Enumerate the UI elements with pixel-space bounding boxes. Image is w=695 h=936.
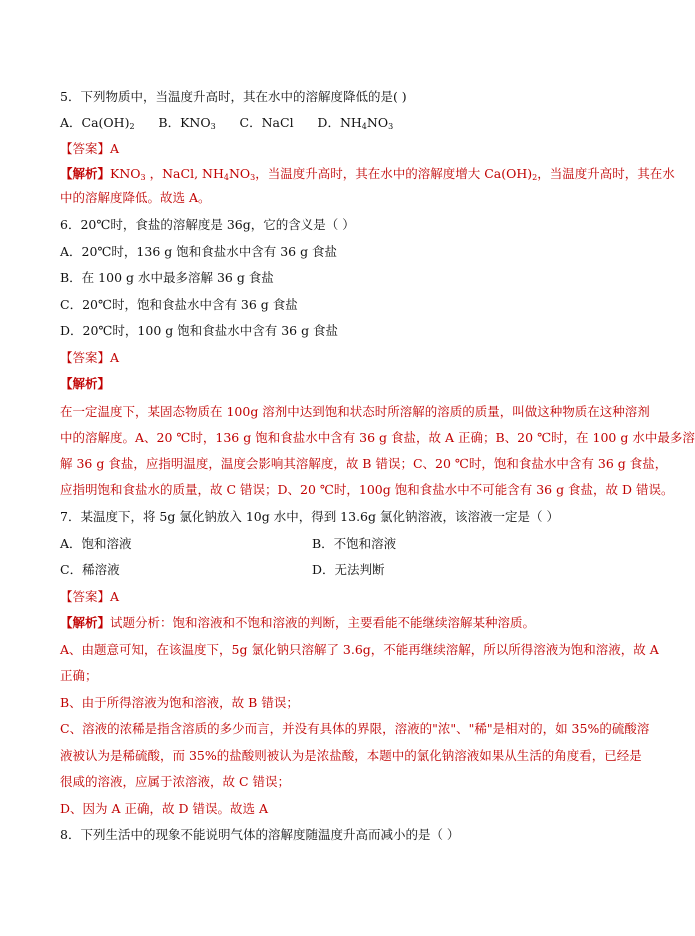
q8-stem: 8．下列生活中的现象不能说明气体的溶解度随温度升高而减小的是（ ）	[60, 827, 460, 842]
q5-analysis-line: 【解析】$KNO_3$ ，NaCl, $NH_4NO_3$，当温度升高时，其在水中的溶解度增大 $Ca(OH)_2$，当温度升高时，其在水	[60, 166, 675, 182]
q7-analysis-line: 很咸的溶液，应属于浓溶液，故 C 错误；	[60, 774, 291, 789]
q7-option-a: A．饱和溶液	[60, 536, 132, 551]
q7-analysis-line: 液被认为是稀硫酸，而 35%的盐酸则被认为是浓盐酸，本题中的氯化钠溶液如果从生活的角度看，已经是	[60, 748, 642, 763]
q5-option-b: B．$KNO_3$	[158, 115, 216, 131]
q5-answer: 【答案】A	[60, 141, 120, 156]
q7-option-c: C．稀溶液	[60, 562, 120, 577]
q7-stem: 7．某温度下，将 5g 氯化钠放入 10g 水中，得到 13.6g 氯化钠溶液，该溶液一定是（ ）	[60, 509, 559, 524]
q6-option-a: A．20℃时，136 g 饱和食盐水中含有 36 g 食盐	[60, 244, 338, 259]
q7-option-b: B．不饱和溶液	[312, 536, 397, 551]
q5-options	[60, 115, 606, 131]
q7-option-d: D．无法判断	[312, 562, 385, 577]
q5-option-a: A．$Ca(OH)_2$	[60, 115, 135, 131]
q7-analysis-line: B、由于所得溶液为饱和溶液，故 B 错误；	[60, 695, 299, 710]
q6-analysis-head: 【解析】	[60, 376, 111, 391]
q6-answer: 【答案】A	[60, 350, 120, 365]
q6-stem: 6．20℃时，食盐的溶解度是 36g，它的含义是（ ）	[60, 217, 355, 232]
q7-analysis-line: C、溶液的浓稀是指含溶质的多少而言，并没有具体的界限，溶液的"浓"、"稀"是相对的，如 35%的硫酸溶	[60, 721, 650, 736]
q6-option-b: B．在 100 g 水中最多溶解 36 g 食盐	[60, 270, 274, 285]
q5-analysis-line: 中的溶解度降低。故选 A。	[60, 190, 211, 205]
q6-analysis-line: 应指明饱和食盐水的质量，故 C 错误；D、20 ℃时，100g 饱和食盐水中不可能含有 36 g 食盐，故 D 错误。	[60, 482, 674, 497]
q6-option-c: C．20℃时，饱和食盐水中含有 36 g 食盐	[60, 297, 298, 312]
q5-option-d: D．$NH_4NO_3$	[317, 115, 394, 131]
q7-analysis-line: 正确；	[60, 668, 98, 683]
q5-option-c: C．NaCl	[239, 115, 294, 130]
q7-analysis-line: A、由题意可知，在该温度下，5g 氯化钠只溶解了 3.6g，不能再继续溶解，所以所得溶液为饱和溶液，故 A	[60, 642, 659, 657]
q7-answer: 【答案】A	[60, 589, 120, 604]
q7-analysis-line: 【解析】试题分析：饱和溶液和不饱和溶液的判断，主要看能不能继续溶解某种溶质。	[60, 615, 536, 630]
q6-option-d: D．20℃时，100 g 饱和食盐水中含有 36 g 食盐	[60, 323, 339, 338]
q7-analysis-line: D、因为 A 正确，故 D 错误。故选 A	[60, 801, 268, 816]
q6-analysis-line: 中的溶解度。A、20 ℃时，136 g 饱和食盐水中含有 36 g 食盐，故 A 正确；B、20 ℃时，在 100 g 水中最多溶	[60, 430, 695, 445]
q5-stem: 5．下列物质中，当温度升高时，其在水中的溶解度降低的是( )	[60, 89, 407, 104]
q6-analysis-line: 解 36 g 食盐，应指明温度，温度会影响其溶解度，故 B 错误；C、20 ℃时，饱和食盐水中含有 36 g 食盐，	[60, 456, 668, 471]
q6-analysis-line: 在一定温度下，某固态物质在 100g 溶剂中达到饱和状态时所溶解的溶质的质量，叫做这种物质在这种溶剂	[60, 404, 650, 419]
